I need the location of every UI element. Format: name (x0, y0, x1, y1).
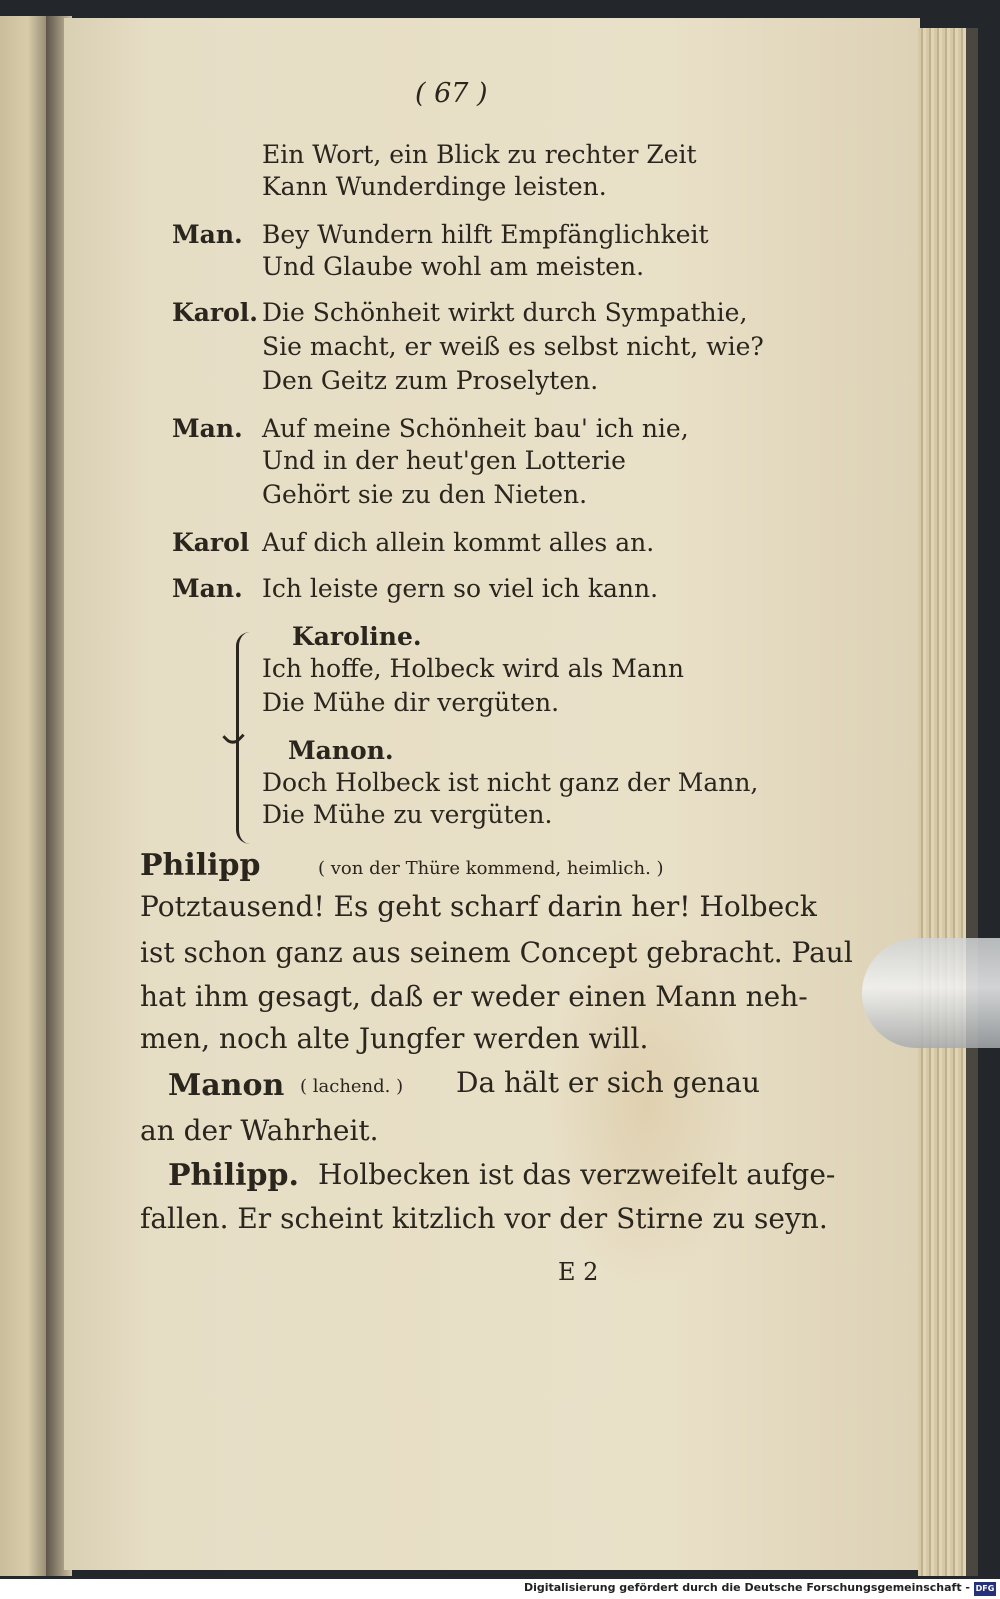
footer-credit: Digitalisierung gefördert durch die Deutsche Forschungsgemeinschaft - (523, 1581, 970, 1594)
prose-line: ist schon ganz aus seinem Concept gebracht. Paul (140, 936, 853, 969)
verse-line: Die Schönheit wirkt durch Sympathie, (262, 298, 748, 327)
verse-line: Und in der heut'gen Lotterie (262, 446, 626, 475)
speaker-label: Manon. (288, 736, 394, 765)
page-number: ( 67 ) (415, 78, 488, 109)
verse-line: Auf dich allein kommt alles an. (262, 528, 655, 557)
verse-line: Auf meine Schönheit bau' ich nie, (262, 414, 689, 443)
verse-line: Die Mühe zu vergüten. (262, 800, 553, 829)
speaker-label: Manon (168, 1068, 285, 1103)
speaker-label: Karol. (172, 298, 258, 327)
verse-line: Die Mühe dir vergüten. (262, 688, 560, 717)
verse-line: Ein Wort, ein Blick zu rechter Zeit (262, 140, 697, 169)
dfg-logo-icon: DFG (974, 1582, 996, 1596)
prose-line: an der Wahrheit. (140, 1114, 379, 1147)
page-holder-clip (862, 938, 1000, 1048)
prose-line: fallen. Er scheint kitzlich vor der Stirne zu seyn. (140, 1202, 828, 1235)
verse-line: Sie macht, er weiß es selbst nicht, wie? (262, 332, 764, 361)
prose-line: Holbecken ist das verzweifelt aufge- (318, 1158, 836, 1191)
signature-mark: E 2 (558, 1258, 599, 1286)
verse-line: Ich leiste gern so viel ich kann. (262, 574, 659, 603)
prose-line: men, noch alte Jungfer werden will. (140, 1022, 649, 1055)
prose-line: hat ihm gesagt, daß er weder einen Mann neh- (140, 980, 808, 1013)
speaker-label: Philipp (140, 848, 261, 883)
page-edges-shadow (966, 28, 978, 1576)
speaker-label: Man. (172, 414, 243, 443)
facing-page-edge (0, 16, 50, 1576)
speaker-label: Man. (172, 220, 243, 249)
prose-line: Potztausend! Es geht scharf darin her! Holbeck (140, 890, 817, 923)
stage-direction: ( lachend. ) (300, 1076, 404, 1097)
verse-line: Und Glaube wohl am meisten. (262, 252, 645, 281)
prose-line: Da hält er sich genau (456, 1066, 760, 1099)
speaker-label: Karol (172, 528, 250, 557)
speaker-label: Philipp. (168, 1158, 299, 1193)
stage-direction: ( von der Thüre kommend, heimlich. ) (318, 858, 664, 879)
page-edges (918, 28, 970, 1576)
speaker-label: Man. (172, 574, 243, 603)
speaker-label: Karoline. (292, 622, 422, 651)
verse-line: Doch Holbeck ist nicht ganz der Mann, (262, 768, 759, 797)
verse-line: Ich hoffe, Holbeck wird als Mann (262, 654, 684, 683)
verse-line: Bey Wundern hilft Empfänglichkeit (262, 220, 709, 249)
verse-line: Kann Wunderdinge leisten. (262, 172, 607, 201)
verse-line: Den Geitz zum Proselyten. (262, 366, 599, 395)
footer-bar (0, 1579, 1000, 1599)
verse-line: Gehört sie zu den Nieten. (262, 480, 588, 509)
